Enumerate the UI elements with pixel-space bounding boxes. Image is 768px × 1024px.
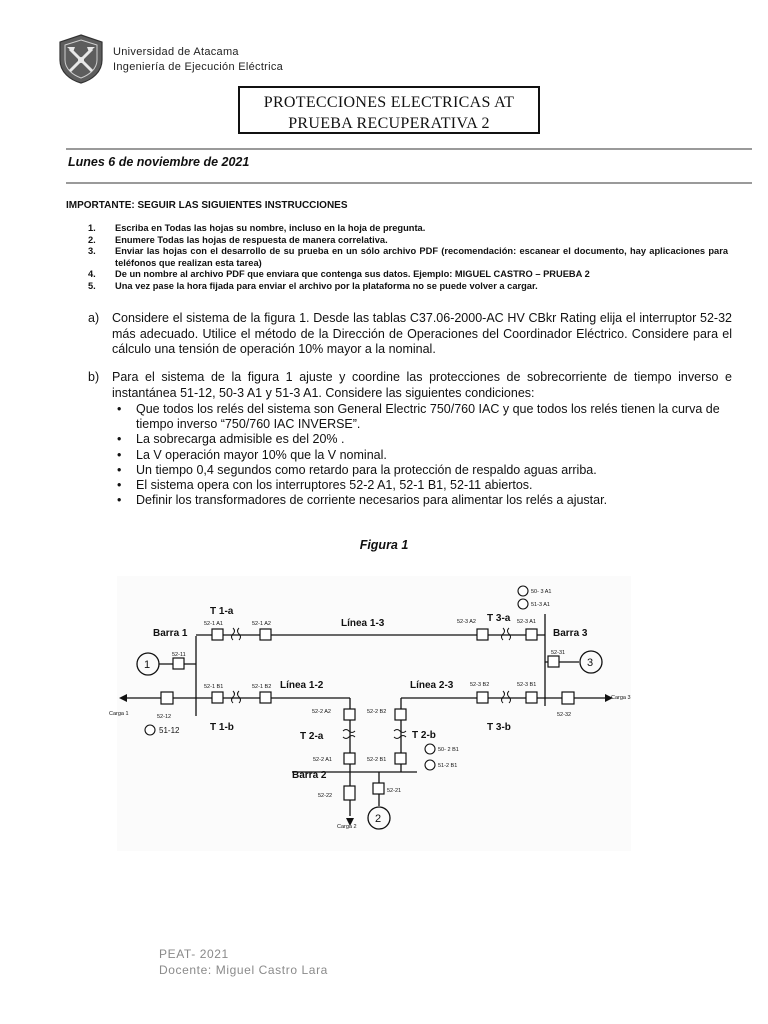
label-52-1-b1: 52-1 B1 — [204, 684, 224, 690]
label-gen-2: 2 — [375, 813, 382, 825]
instruction-text: De un nombre al archivo PDF que enviara que contenga sus datos. Ejemplo: MIGUEL CASTRO – PRUEBA 2 — [115, 269, 590, 279]
label-t3a: T 3-a — [487, 613, 511, 624]
label-t2a: T 2-a — [300, 731, 324, 742]
label-52-31: 52-31 — [551, 650, 566, 656]
instruction-text: Enumere Todas las hojas de respuesta de manera correlativa. — [115, 234, 388, 245]
condition-text: Un tiempo 0,4 segundos como retardo para la protección de respaldo aguas arriba. — [136, 462, 597, 477]
condition-text: La V operación mayor 10% que la V nominal. — [136, 447, 387, 462]
exam-title: PROTECCIONES ELECTRICAS AT — [263, 94, 515, 111]
label-carga-2: Carga 2 — [337, 824, 357, 830]
label-carga-1: Carga 1 — [109, 711, 129, 717]
label-52-2-b2: 52-2 B2 — [367, 709, 387, 715]
label-t1b: T 1-b — [210, 722, 234, 733]
label-52-2-b1: 52-2 B1 — [367, 757, 387, 763]
label-linea-1-2: Línea 1-2 — [280, 680, 324, 691]
question-b-text: Para el sistema de la figura 1 ajuste y coordine las protecciones de sobrecorriente de tiempo inverso e instantánea 51-12, 50-3 A1 y 51-3 A1. Considere las siguientes condiciones: — [112, 370, 732, 400]
label-51-3-a1: 51-3 A1 — [531, 602, 550, 608]
instruction-number: 2. — [88, 234, 96, 245]
exam-subtitle: PRUEBA RECUPERATIVA 2 — [288, 115, 490, 132]
university-name: Universidad de Atacama — [113, 46, 239, 58]
label-50-3-a1: 50- 3 A1 — [531, 589, 552, 595]
condition-item: • El sistema opera con los interruptores 52-2 A1, 52-1 B1, 52-11 abiertos. — [117, 478, 533, 493]
instruction-number: 5. — [88, 280, 96, 291]
condition-item: • Un tiempo 0,4 segundos como retardo para la protección de respaldo aguas arriba. — [117, 462, 597, 477]
conditions-list — [117, 402, 737, 508]
instruction-text: Enviar las hojas con el desarrollo de su prueba en un sólo archivo PDF (recomendación: escanear el documento, hay aplicaciones para teléfonos que realizan esta tarea) — [115, 246, 728, 268]
instruction-text: Una vez pase la hora fijada para enviar el archivo por la plataforma no se puede volver a cargar. — [115, 280, 538, 291]
label-52-3-a2: 52-3 A2 — [457, 619, 476, 625]
instruction-number: 3. — [88, 246, 96, 256]
label-52-1-a2: 52-1 A2 — [252, 621, 271, 627]
divider — [66, 182, 752, 184]
instruction-item — [88, 281, 728, 293]
label-52-32: 52-32 — [557, 712, 572, 718]
condition-text: Definir los transformadores de corriente necesarios para alimentar los relés a ajustar. — [136, 493, 608, 508]
label-carga-3: Carga 3 — [611, 695, 631, 701]
condition-item: • La V operación mayor 10% que la V nominal. — [117, 447, 387, 462]
label-t1a: T 1-a — [210, 606, 234, 617]
label-52-3-a1: 52-3 A1 — [517, 619, 536, 625]
single-line-diagram — [109, 576, 631, 851]
label-52-12: 52-12 — [157, 714, 172, 720]
label-51-12: 51-12 — [159, 726, 180, 735]
label-linea-2-3: Línea 2-3 — [410, 680, 454, 691]
instruction-item — [88, 235, 728, 247]
course-code: PEAT- 2021 — [159, 947, 229, 961]
condition-item: • Definir los transformadores de corriente necesarios para alimentar los relés a ajustar. — [117, 493, 608, 508]
condition-text: El sistema opera con los interruptores 52-2 A1, 52-1 B1, 52-11 abiertos. — [136, 478, 533, 493]
instruction-item — [88, 223, 728, 235]
label-52-1-b2: 52-1 B2 — [252, 684, 272, 690]
university-logo — [58, 34, 104, 84]
instruction-text: Escriba en Todas las hojas su nombre, incluso en la hoja de pregunta. — [115, 223, 426, 233]
label-51-2-b1: 51-2 B1 — [438, 763, 458, 769]
label-gen-3: 3 — [587, 657, 594, 669]
label-50-2-b1: 50- 2 B1 — [438, 747, 459, 753]
important-heading: IMPORTANTE: SEGUIR LAS SIGUIENTES INSTRUCCIONES — [66, 200, 348, 211]
label-52-2-a2: 52-2 A2 — [312, 709, 331, 715]
label-52-3-b2: 52-3 B2 — [470, 682, 490, 688]
label-52-1-a1: 52-1 A1 — [204, 621, 223, 627]
institution-block — [113, 45, 283, 75]
instruction-number: 1. — [88, 223, 96, 233]
label-linea-1-3: Línea 1-3 — [341, 618, 385, 629]
department-name: Ingeniería de Ejecución Eléctrica — [113, 61, 284, 73]
figure-caption: Figura 1 — [359, 538, 409, 552]
divider — [66, 148, 752, 150]
condition-item: • La sobrecarga admisible es del 20% . — [117, 432, 345, 447]
question-a-label: a) — [88, 311, 100, 325]
instruction-number: 4. — [88, 269, 96, 279]
exam-title-box — [238, 86, 540, 134]
instruction-item — [88, 246, 728, 269]
label-52-21: 52-21 — [387, 788, 402, 794]
label-t2b: T 2-b — [412, 730, 436, 741]
condition-item: • Que todos los relés del sistema son General Electric 750/760 IAC y que todos los relés tienen la curva de tiempo inverso “750/760 IAC INVERSE”. — [117, 402, 737, 432]
label-52-22: 52-22 — [318, 793, 333, 799]
label-barra-1: Barra 1 — [153, 628, 188, 639]
label-t3b: T 3-b — [487, 722, 511, 733]
question-b-label: b) — [88, 370, 100, 384]
label-gen-1: 1 — [144, 659, 151, 671]
teacher-name: Docente: Miguel Castro Lara — [159, 963, 328, 977]
instruction-item — [88, 269, 728, 281]
condition-text: Que todos los relés del sistema son General Electric 750/760 IAC y que todos los relés tienen la curva de tiempo inverso “750/760 IAC INVERSE”. — [136, 402, 720, 432]
footer — [159, 946, 328, 978]
exam-date: Lunes 6 de noviembre de 2021 — [68, 155, 250, 169]
condition-text: La sobrecarga admisible es del 20% . — [136, 432, 345, 447]
question-a-text: Considere el sistema de la figura 1. Desde las tablas C37.06-2000-AC HV CBkr Rating elija el interruptor 52-32 más adecuado. Utilice el método de la Dirección de Operaciones del Coordinador Eléctrico. Considere para el cálculo una tensión de operación 10% mayor a la nominal. — [112, 311, 732, 356]
label-52-3-b1: 52-3 B1 — [517, 682, 537, 688]
label-barra-2: Barra 2 — [292, 770, 327, 781]
label-52-2-a1: 52-2 A1 — [313, 757, 332, 763]
label-52-11: 52-11 — [172, 652, 186, 658]
label-barra-3: Barra 3 — [553, 628, 588, 639]
instructions-list — [88, 223, 728, 292]
